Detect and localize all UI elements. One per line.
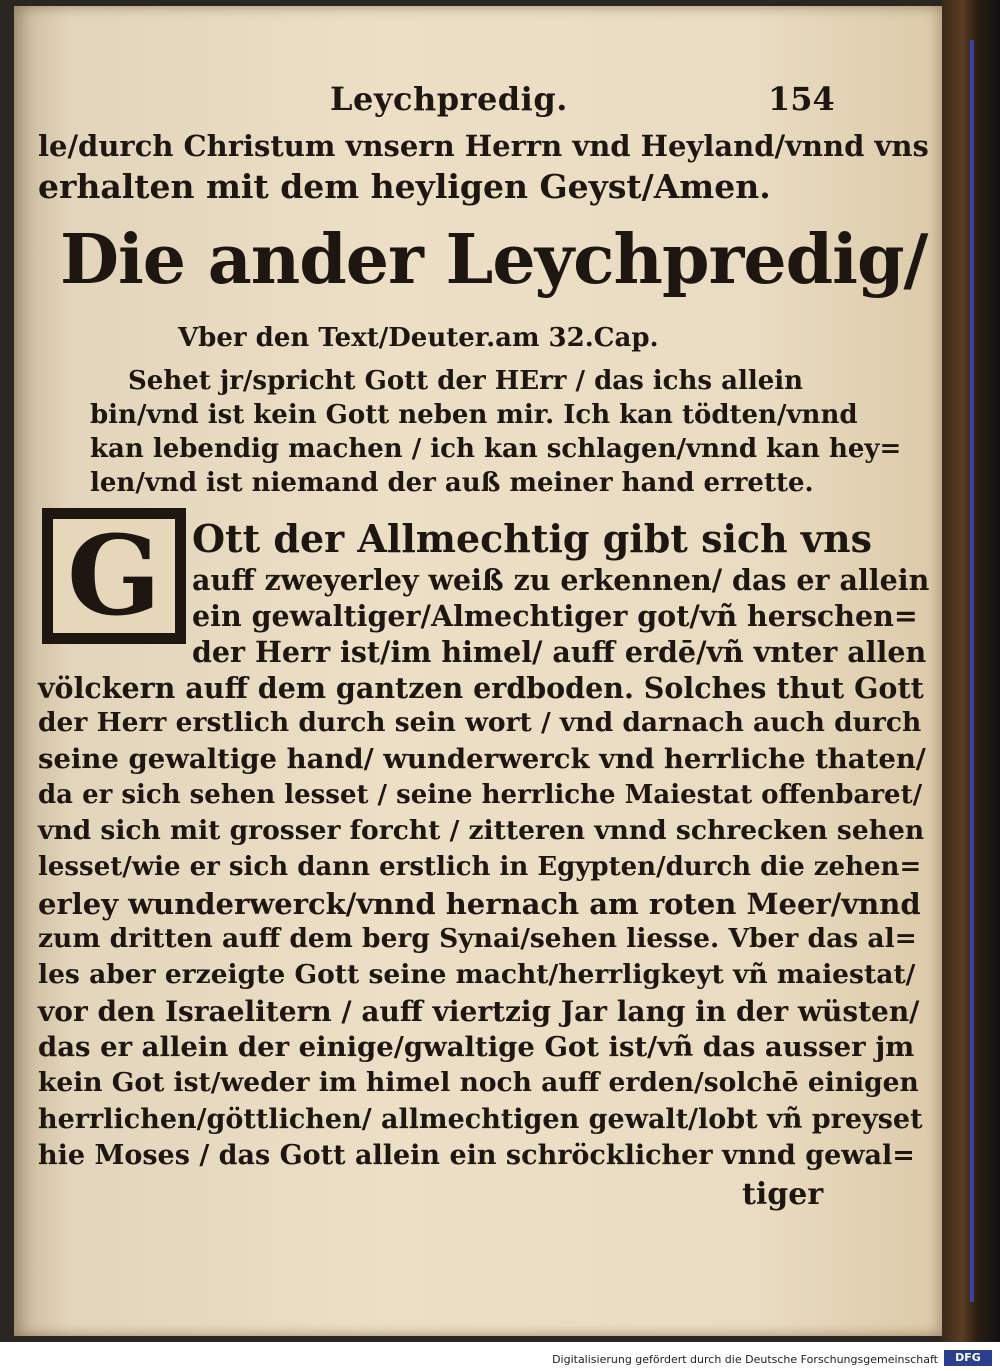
body-line: völckern auff dem gantzen erdboden. Solches thut Gott [38,671,924,705]
running-head: Leychpredig. [330,80,568,118]
initial-letter: G [53,519,175,633]
scripture-intro: Vber den Text/Deuter.am 32.Cap. [178,323,659,353]
body-line: vnd sich mit grosser forcht / zitteren vnnd schrecken sehen [38,815,925,846]
color-calibration-stripe [970,40,974,1302]
body-line: erley wunderwerck/vnnd hernach am roten Meer/vnnd [38,887,921,921]
body-line: seine gewaltige hand/ wunderwerck vnd herrliche thaten/ [38,743,926,775]
body-line: herrlichen/göttlichen/ allmechtigen gewalt/lobt vñ preyset [38,1104,923,1135]
catchword: tiger [742,1177,824,1212]
book-edge-strip [942,0,1000,1342]
dfg-logo: DFG [944,1350,992,1366]
body-line: auff zweyerley weiß zu erkennen/ das er allein [192,563,930,597]
opening-line: le/durch Christum vnsern Herrn vnd Heyland/vnnd vns [38,129,929,163]
scripture-line: bin/vnd ist kein Gott neben mir. Ich kan tödten/vnnd [90,400,858,430]
opening-line: erhalten mit dem heyligen Geyst/Amen. [38,167,771,206]
body-line: da er sich sehen lesset / seine herrliche Maiestat offenbaret/ [38,780,923,810]
body-line: der Herr ist/im himel/ auff erdē/vñ vnter allen [192,635,927,669]
body-line: hie Moses / das Gott allein ein schröcklicher vnnd gewal= [38,1140,915,1171]
footer-credit: Digitalisierung gefördert durch die Deutsche Forschungsgemeinschaft [552,1353,938,1366]
folio-number: 154 [768,80,835,118]
body-line: lesset/wie er sich dann erstlich in Egypten/durch die zehen= [38,852,922,882]
body-line: kein Got ist/weder im himel noch auff erden/solchē einigen [38,1067,919,1098]
body-line: das er allein der einige/gwaltige Got ist/vñ das ausser jm [38,1031,915,1063]
body-line: Ott der Allmechtig gibt sich vns [192,516,873,561]
body-line: der Herr erstlich durch sein wort / vnd darnach auch durch [38,707,922,738]
body-line: vor den Israelitern / auff viertzig Jar lang in der wüsten/ [38,995,920,1028]
decorated-initial [42,508,186,644]
section-title: Die ander Leychpredig/ [60,220,928,300]
body-line: ein gewaltiger/Almechtiger got/vñ herschen= [192,599,918,633]
body-line: zum dritten auff dem berg Synai/sehen liesse. Vber das al= [38,923,917,954]
scripture-line: len/vnd ist niemand der auß meiner hand errette. [90,468,814,498]
scripture-line: Sehet jr/spricht Gott der HErr / das ichs allein [128,366,804,396]
body-line: les aber erzeigte Gott seine macht/herrligkeyt vñ maiestat/ [38,959,916,990]
scripture-line: kan lebendig machen / ich kan schlagen/vnnd kan hey= [90,434,902,464]
